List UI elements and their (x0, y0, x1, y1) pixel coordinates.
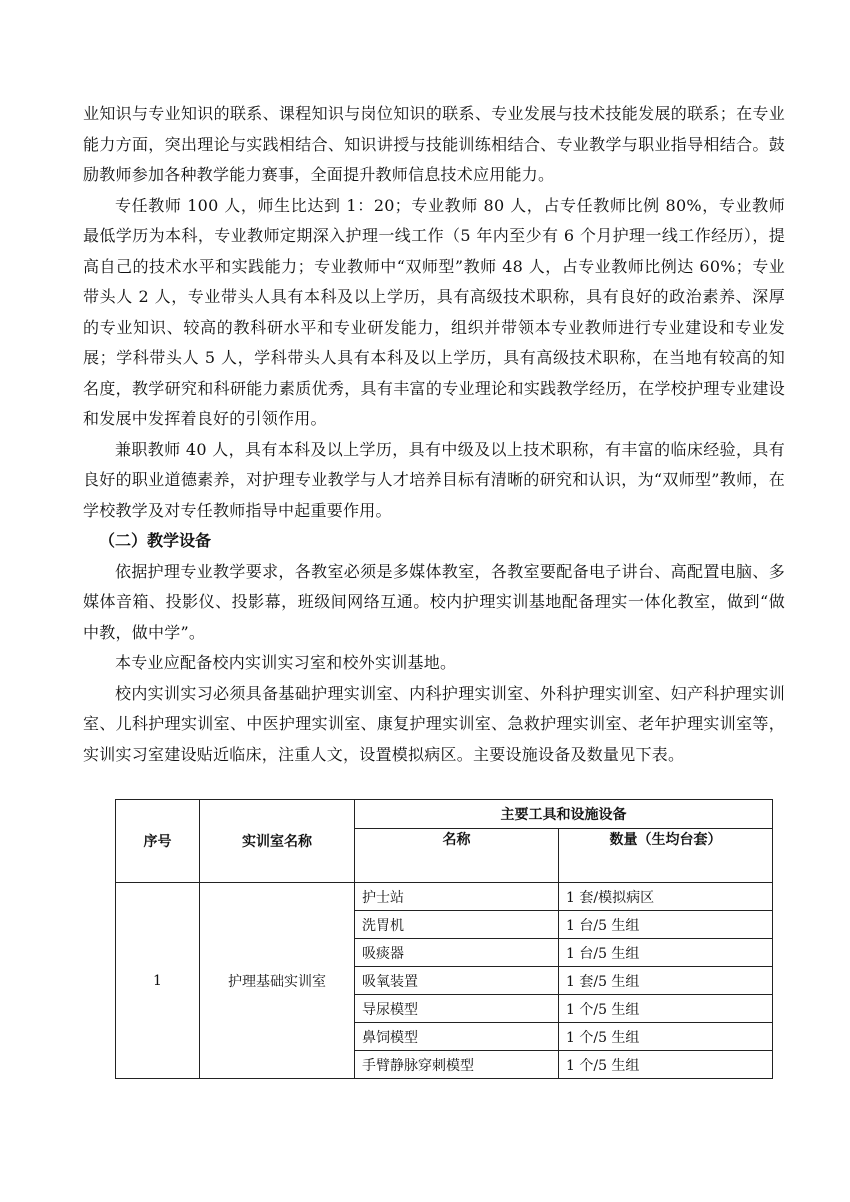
cell-equipment-name: 鼻饲模型 (355, 1023, 559, 1051)
cell-equipment-qty: 1 套/5 生组 (559, 967, 773, 995)
cell-equipment-name: 手臂静脉穿刺模型 (355, 1051, 559, 1079)
paragraph-classroom-requirements: 依据护理专业教学要求，各教室必须是多媒体教室，各教室要配备电子讲台、高配置电脑、多媒体音箱、投影仪、投影幕，班级间网络互通。校内护理实训基地配备理实一体化教室，做到“做中教，做中学”。 (83, 561, 785, 642)
cell-room: 护理基础实训室 (200, 883, 355, 1079)
header-no: 序号 (116, 800, 200, 883)
header-equipment: 主要工具和设施设备 (355, 800, 773, 829)
paragraph-professional-knowledge: 业知识与专业知识的联系、课程知识与岗位知识的联系、专业发展与技术技能发展的联系；在专业能力方面，突出理论与实践相结合、知识讲授与技能训练相结合、专业教学与职业指导相结合。鼓励教师参加各种教学能力赛事，全面提升教师信息技术应用能力。 (83, 104, 785, 184)
cell-equipment-name: 吸痰器 (355, 939, 559, 967)
paragraph-training-rooms: 校内实训实习必须具备基础护理实训室、内科护理实训室、外科护理实训室、妇产科护理实训室、儿科护理实训室、中医护理实训室、康复护理实训室、急救护理实训室、老年护理实训室等，实训实习室建设贴近临床，注重人文，设置模拟病区。主要设施设备及数量见下表。 (83, 683, 785, 764)
cell-equipment-qty: 1 个/5 生组 (559, 1051, 773, 1079)
paragraph-full-time-teachers: 专任教师 100 人，师生比达到 1：20；专业教师 80 人，占专任教师比例 80%，专业教师最低学历为本科，专业教师定期深入护理一线工作（5 年内至少有 6 个月护理一线工作经历），提高自己的技术水平和实践能力；专业教师中“双师型”教师 48 人，占专业教师比例达 60%；专业带头人 2 人，专业带头人具有本科及以上学历，具有高级技术职称，具有良好的政治素养、深厚的专业知识、较高的教科研水平和专业研发能力，组织并带领本专业教师进行专业建设和专业发展；学科带头人 5 人，学科带头人具有本科及以上学历，具有高级技术职称，在当地有较高的知名度，教学研究和科研能力素质优秀，具有丰富的专业理论和实践教学经历，在学校护理专业建设和发展中发挥着良好的引领作用。 (83, 195, 785, 428)
cell-equipment-qty: 1 台/5 生组 (559, 939, 773, 967)
cell-equipment-qty: 1 台/5 生组 (559, 911, 773, 939)
table-row (116, 883, 773, 911)
header-name: 名称 (355, 829, 559, 883)
cell-equipment-name: 护士站 (355, 883, 559, 911)
cell-equipment-name: 吸氧装置 (355, 967, 559, 995)
header-room: 实训室名称 (200, 800, 355, 883)
header-quantity: 数量（生均台套） (559, 829, 773, 883)
paragraph-training-bases: 本专业应配备校内实训实习室和校外实训基地。 (115, 653, 457, 672)
cell-equipment-name: 导尿模型 (355, 995, 559, 1023)
body-text (83, 99, 785, 770)
cell-equipment-qty: 1 个/5 生组 (559, 995, 773, 1023)
cell-no: 1 (116, 883, 200, 1079)
equipment-table (115, 799, 773, 1079)
section-heading: （二）教学设备 (99, 531, 212, 550)
paragraph-part-time-teachers: 兼职教师 40 人，具有本科及以上学历，具有中级及以上技术职称，有丰富的临床经验，具有良好的职业道德素养，对护理专业教学与人才培养目标有清晰的研究和认识，为“双师型”教师，在学校教学及对专任教师指导中起重要作用。 (83, 439, 785, 520)
cell-equipment-qty: 1 套/模拟病区 (559, 883, 773, 911)
cell-equipment-name: 洗胃机 (355, 911, 559, 939)
cell-equipment-qty: 1 个/5 生组 (559, 1023, 773, 1051)
